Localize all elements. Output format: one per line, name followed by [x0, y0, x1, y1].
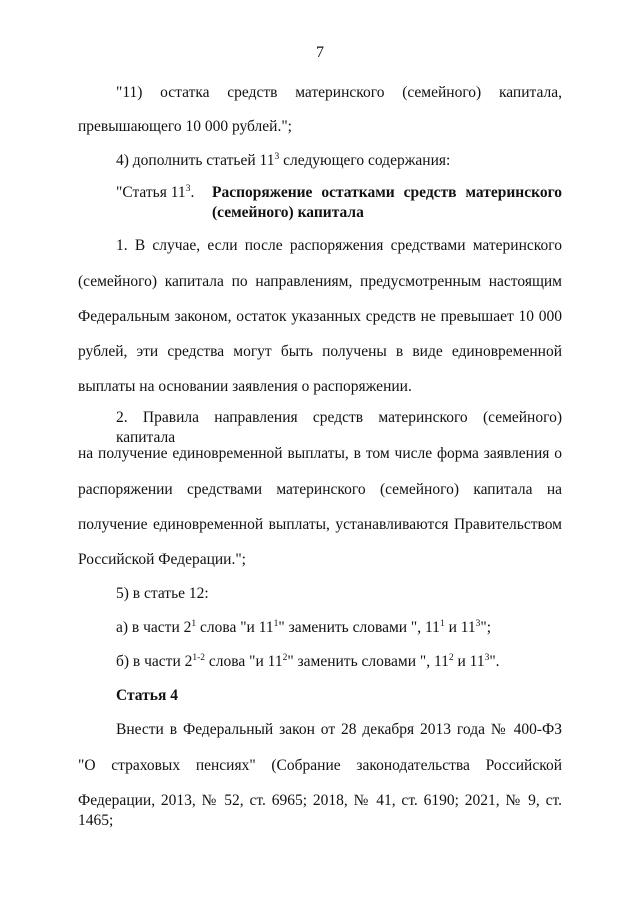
section-2-line-3: распоряжении средствами материнского (семейного) капитала на	[78, 481, 562, 498]
item-4-line	[116, 151, 562, 171]
item-5b-sup-2: 2	[282, 653, 288, 663]
article-label-dot: .	[190, 184, 195, 201]
item-5a-text-3: " заменить словами ", 11	[278, 619, 440, 636]
item-5a-sup-2: 1	[273, 619, 279, 629]
amendment-item-11-line-1: "11) остатка средств материнского (семейного) капитала,	[116, 84, 562, 101]
article-11-3-label	[116, 183, 194, 203]
item-5b-sup-1: 1-2	[192, 653, 206, 663]
section-2-line-5: Российской Федерации.";	[78, 551, 246, 568]
article-label-sup: 3	[185, 184, 191, 194]
item-5b-line	[116, 652, 562, 672]
item-5a-sup-1: 1	[191, 619, 197, 629]
section-2-line-4: получение единовременной выплаты, устанавливаются Правительством	[78, 516, 562, 533]
article-4-heading: Статья 4	[116, 687, 178, 704]
article-11-3-title	[212, 183, 562, 223]
section-2-line-2: на получение единовременной выплаты, в том числе форма заявления о	[78, 445, 562, 462]
item-4-text: 4) дополнить статьей 11	[116, 152, 275, 169]
article-label-text: "Статья 11	[116, 184, 186, 201]
section-2-line-1: 2. Правила направления средств материнского (семейного) капитала	[116, 409, 562, 446]
item-5b-text-1: б) в части 2	[116, 653, 193, 670]
item-5b-sup-4: 3	[484, 653, 490, 663]
article-4-line-1: Внести в Федеральный закон от 28 декабря 2013 года № 400-ФЗ	[116, 721, 562, 738]
article-title-line-2: (семейного) капитала	[212, 204, 364, 221]
item-5a-line	[116, 618, 562, 638]
section-1-line-1: 1. В случае, если после распоряжения средствами материнского	[116, 237, 562, 254]
item-5b-sup-3: 2	[448, 653, 454, 663]
section-1-line-3: Федеральным законом, остаток указанных средств не превышает 10 000	[78, 308, 562, 325]
article-4-line-2: "О страховых пенсиях" (Собрание законодательства Российской	[78, 757, 562, 774]
page-number: 7	[316, 44, 324, 61]
item-5b-text-3: " заменить словами ", 11	[287, 653, 449, 670]
item-4-sup: 3	[274, 152, 280, 162]
item-5a-text-4: и 11	[444, 619, 476, 636]
item-5a-sup-4: 3	[475, 619, 481, 629]
amendment-item-11-line-2: превышающего 10 000 рублей.";	[78, 118, 292, 135]
article-title-line-1: Распоряжение остатками средств материнского	[212, 184, 562, 201]
section-1-line-4: рублей, эти средства могут быть получены в виде единовременной	[78, 343, 562, 360]
item-4-text-end: следующего содержания:	[279, 152, 451, 169]
item-5b-text-4: и 11	[453, 653, 485, 670]
item-5a-text-1: а) в части 2	[116, 619, 192, 636]
item-5a-sup-3: 1	[439, 619, 445, 629]
item-5a-text-5: ";	[480, 619, 492, 636]
item-5b-text-2: слова "и 11	[205, 653, 283, 670]
item-5b-text-5: ".	[489, 653, 500, 670]
item-5-line: 5) в статье 12:	[116, 585, 209, 602]
section-1-line-5: выплаты на основании заявления о распоряжении.	[78, 378, 412, 395]
item-5a-text-2: слова "и 11	[196, 619, 274, 636]
section-1-line-2: (семейного) капитала по направлениям, предусмотренным настоящим	[78, 273, 562, 290]
article-4-line-3: Федерации, 2013, № 52, ст. 6965; 2018, № 41, ст. 6190; 2021, № 9, ст. 1465;	[78, 792, 562, 829]
